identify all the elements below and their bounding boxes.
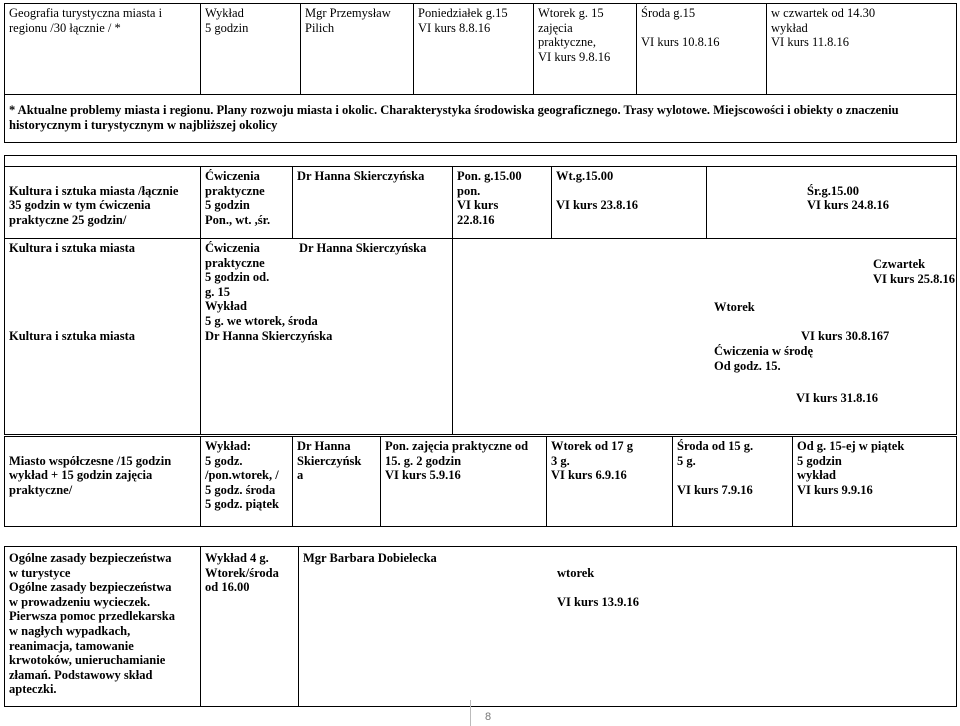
course-title-cell: Geografia turystyczna miasta i regionu /30 łącznie / * (5, 4, 201, 95)
lecturer-label: Dr Hanna Skierczyńska (299, 241, 427, 255)
course-title-cell: Kultura i sztuka miasta /łącznie 35 godzin w tym ćwiczenia praktyczne 25 godzin/ (5, 167, 201, 239)
schedule-monday-cell: Pon. g.15.00 pon. VI kurs 22.8.16 (453, 167, 552, 239)
course-date-30: VI kurs 30.8.167 (801, 329, 890, 343)
course-type-cell: Wykład 4 g. Wtorek/środa od 16.00 (201, 547, 299, 707)
schedule-friday-cell: Od g. 15-ej w piątek 5 godzin wykład VI kurs 9.9.16 (793, 437, 957, 527)
schedule-tuesday-cell: Wtorek od 17 g 3 g. VI kurs 6.9.16 (547, 437, 673, 527)
table-miasto (4, 436, 957, 527)
tuesday-label: Wtorek (714, 300, 755, 314)
spacer-row (5, 156, 957, 167)
lecturer-cell: Dr Hanna Skierczyńska (293, 167, 453, 239)
page-divider (470, 700, 471, 726)
lecturer-schedule-cell: Mgr Barbara Dobielecka wtorek VI kurs 13.9.16 (299, 547, 957, 707)
course-type-cell: Ćwiczenia praktyczne 5 godzin od. g. 15 Wykład 5 g. we wtorek, środa Dr Hanna Skierczyńska Dr Hanna Skierczyńska (201, 239, 453, 435)
thursday-block: Czwartek VI kurs 25.8.16 (873, 257, 955, 286)
page-number: 8 (484, 711, 492, 723)
course-date-31: VI kurs 31.8.16 (796, 391, 878, 405)
schedule-tuesday-cell: Wt.g.15.00 VI kurs 23.8.16 (552, 167, 707, 239)
schedule-thursday-cell: w czwartek od 14.30 wykład VI kurs 11.8.16 (767, 4, 957, 95)
schedule-tuesday-cell: Wtorek g. 15 zajęcia praktyczne, VI kurs 9.8.16 (534, 4, 637, 95)
tuesday-block: wtorek VI kurs 13.9.16 (557, 566, 639, 610)
course-type-cell: Wykład: 5 godz. /pon.wtorek, / 5 godz. środa 5 godz. piątek (201, 437, 293, 527)
lecturer-cell: Mgr Przemysław Pilich (301, 4, 414, 95)
schedule-wednesday-cell: Środa od 15 g. 5 g. VI kurs 7.9.16 (673, 437, 793, 527)
schedule-cell (453, 239, 957, 435)
schedule-monday-cell: Pon. zajęcia praktyczne od 15. g. 2 godzin VI kurs 5.9.16 (381, 437, 547, 527)
table-geografia (4, 3, 957, 143)
lecturer-cell: Dr Hanna Skierczyńsk a (293, 437, 381, 527)
schedule-wednesday-cell: Środa g.15 VI kurs 10.8.16 (637, 4, 767, 95)
table-kultura (4, 155, 957, 435)
course-title-cell: Kultura i sztuka miasta Kultura i sztuka miasta (5, 239, 201, 435)
course-title-cell: Miasto współczesne /15 godzin wykład + 15 godzin zajęcia praktyczne/ (5, 437, 201, 527)
topics-note: * Aktualne problemy miasta i regionu. Plany rozwoju miasta i okolic. Charakterystyka środowiska geograficznego. Trasy wylotowe. Miejscowości i obiekty o znaczeniu historycznym i turystycznym w najbliższej okolicy (5, 95, 957, 143)
exercises-block: Ćwiczenia w środę Od godz. 15. (714, 344, 814, 373)
course-type-cell: Ćwiczenia praktyczne 5 godzin Pon., wt. ,śr. (201, 167, 293, 239)
table-bezpieczenstwo (4, 546, 957, 707)
course-title-cell: Ogólne zasady bezpieczeństwa w turystyce Ogólne zasady bezpieczeństwa w prowadzeniu wycieczek. Pierwsza pomoc przedlekarska w nagłych wypadkach, reanimacja, tamowanie krwotoków, unieruchamianie złamań. Podstawowy skład apteczki. (5, 547, 201, 707)
schedule-monday-cell: Poniedziałek g.15 VI kurs 8.8.16 (414, 4, 534, 95)
course-type-cell: Wykład 5 godzin (201, 4, 301, 95)
schedule-wednesday-cell: Śr.g.15.00 VI kurs 24.8.16 (707, 167, 957, 239)
